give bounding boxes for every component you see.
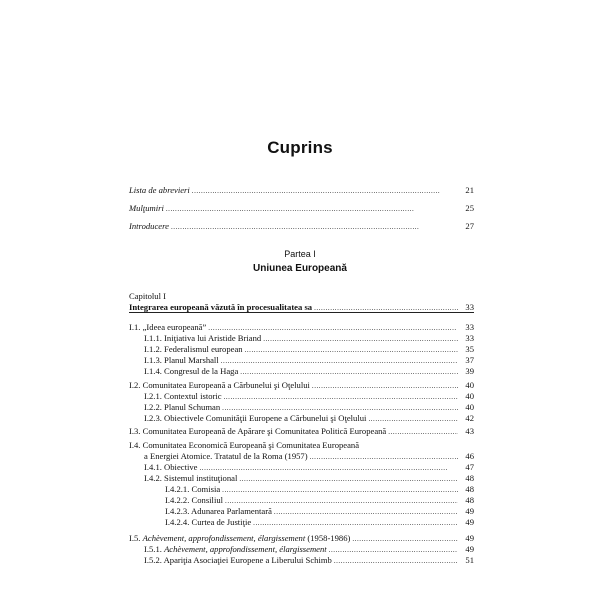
entry-label: Introducere (129, 221, 169, 231)
entry-label (129, 533, 350, 543)
entry-page: 21 (465, 185, 474, 195)
toc-entry (129, 203, 474, 213)
chapter-rule (129, 312, 474, 313)
chapter-label: Capitolul I (129, 291, 166, 301)
leader-dots (334, 555, 458, 565)
leader-dots (208, 322, 458, 332)
entry-page: 49 (465, 506, 474, 516)
leader-dots (314, 302, 458, 312)
entry-label: I.1.2. Federalismul european (144, 344, 243, 354)
chapter-title-entry (129, 302, 474, 312)
chapter-title: Integrarea europeană văzută în procesualitatea sa (129, 302, 313, 312)
leader-dots (263, 333, 458, 343)
leader-dots (329, 544, 458, 554)
entry-label: I.2.3. Obiectivele Comunităţii Europene a Cărbunelui şi Oţelului (144, 413, 367, 423)
toc-entry (165, 495, 474, 505)
entry-page: 27 (465, 221, 474, 231)
toc-entry-line: I.4. Comunitatea Economică Europeană şi Comunitatea Europeană (129, 440, 360, 450)
entry-page: 49 (465, 533, 474, 543)
entry-page: 33 (465, 333, 474, 343)
toc-entry (129, 185, 474, 195)
leader-dots (312, 380, 458, 390)
leader-dots (199, 462, 458, 472)
entry-page: 40 (465, 380, 474, 390)
entry-italic: Achèvement, approfondissement, élargissement (164, 544, 327, 554)
entry-label: I.1.1. Iniţiativa lui Aristide Briand (144, 333, 262, 343)
entry-label: Mulţumiri (129, 203, 164, 213)
leader-dots (224, 391, 458, 401)
toc-entry (144, 344, 474, 354)
entry-page: 33 (465, 302, 474, 312)
entry-page: 39 (465, 366, 474, 376)
entry-label: I.5.2. Apariţia Asociaţiei Europene a Liberului Schimb (144, 555, 332, 565)
toc-entry (144, 333, 474, 343)
toc-entry (129, 322, 474, 332)
entry-prefix: I.5.1. (144, 544, 162, 554)
entry-label: I.4.2.4. Curtea de Justiţie (165, 517, 252, 527)
entry-page: 51 (465, 555, 474, 565)
leader-dots (352, 533, 458, 543)
leader-dots (166, 203, 458, 213)
entry-page: 48 (465, 484, 474, 494)
entry-label: I.1. „Ideea europeană” (129, 322, 207, 332)
entry-label: I.4.2.3. Adunarea Parlamentară (165, 506, 272, 516)
entry-label: Lista de abrevieri (129, 185, 190, 195)
toc-entry (144, 544, 474, 554)
leader-dots (240, 366, 458, 376)
entry-page: 40 (465, 402, 474, 412)
toc-entry (144, 473, 474, 483)
entry-page: 43 (465, 426, 474, 436)
toc-entry (129, 380, 474, 390)
entry-label: I.4.2.2. Consiliul (165, 495, 224, 505)
entry-label (144, 544, 327, 554)
entry-suffix: (1958-1986) (307, 533, 351, 543)
toc-entry (144, 451, 474, 461)
leader-dots (171, 221, 458, 231)
leader-dots (253, 517, 458, 527)
entry-page: 46 (465, 451, 474, 461)
entry-label: I.2. Comunitatea Europeană a Cărbunelui şi Oţelului (129, 380, 310, 390)
toc-entry (144, 366, 474, 376)
entry-label: I.3. Comunitatea Europeană de Apărare şi Comunitatea Politică Europeană (129, 426, 387, 436)
entry-label: a Energiei Atomice. Tratatul de la Roma (1957) (144, 451, 308, 461)
toc-entry (165, 506, 474, 516)
leader-dots (239, 473, 458, 483)
leader-dots (368, 413, 458, 423)
leader-dots (222, 402, 458, 412)
part-label: Partea I (284, 249, 316, 259)
entry-prefix: I.5. (129, 533, 141, 543)
entry-label: I.2.2. Planul Schuman (144, 402, 221, 412)
page-title: Cuprins (267, 138, 333, 157)
leader-dots (192, 185, 458, 195)
toc-entry (144, 391, 474, 401)
leader-dots (222, 484, 458, 494)
leader-dots (221, 355, 458, 365)
toc-entry (129, 221, 474, 231)
leader-dots (225, 495, 458, 505)
entry-page: 42 (465, 413, 474, 423)
entry-page: 48 (465, 495, 474, 505)
toc-entry (165, 484, 474, 494)
toc-entry (144, 555, 474, 565)
entry-page: 35 (465, 344, 474, 354)
entry-label: I.1.4. Congresul de la Haga (144, 366, 239, 376)
entry-italic: Achèvement, approfondissement, élargissement (142, 533, 306, 543)
toc-entry (165, 517, 474, 527)
entry-page: 25 (465, 203, 474, 213)
toc-entry (144, 402, 474, 412)
entry-page: 40 (465, 391, 474, 401)
entry-label: I.4.2. Sistemul instituţional (144, 473, 238, 483)
entry-label: I.4.1. Obiective (144, 462, 198, 472)
entry-page: 49 (465, 517, 474, 527)
entry-page: 37 (465, 355, 474, 365)
part-title: Uniunea Europeană (253, 263, 347, 274)
leader-dots (388, 426, 458, 436)
leader-dots (245, 344, 458, 354)
toc-entry (129, 533, 474, 543)
toc-entry (144, 355, 474, 365)
entry-page: 33 (465, 322, 474, 332)
entry-page: 49 (465, 544, 474, 554)
entry-page: 47 (465, 462, 474, 472)
entry-label: I.2.1. Contextul istoric (144, 391, 222, 401)
leader-dots (274, 506, 458, 516)
toc-entry (144, 462, 474, 472)
toc-entry (144, 413, 474, 423)
entry-label: I.1.3. Planul Marshall (144, 355, 219, 365)
leader-dots (310, 451, 458, 461)
entry-label: I.4.2.1. Comisia (165, 484, 221, 494)
toc-entry (129, 426, 474, 436)
entry-page: 48 (465, 473, 474, 483)
